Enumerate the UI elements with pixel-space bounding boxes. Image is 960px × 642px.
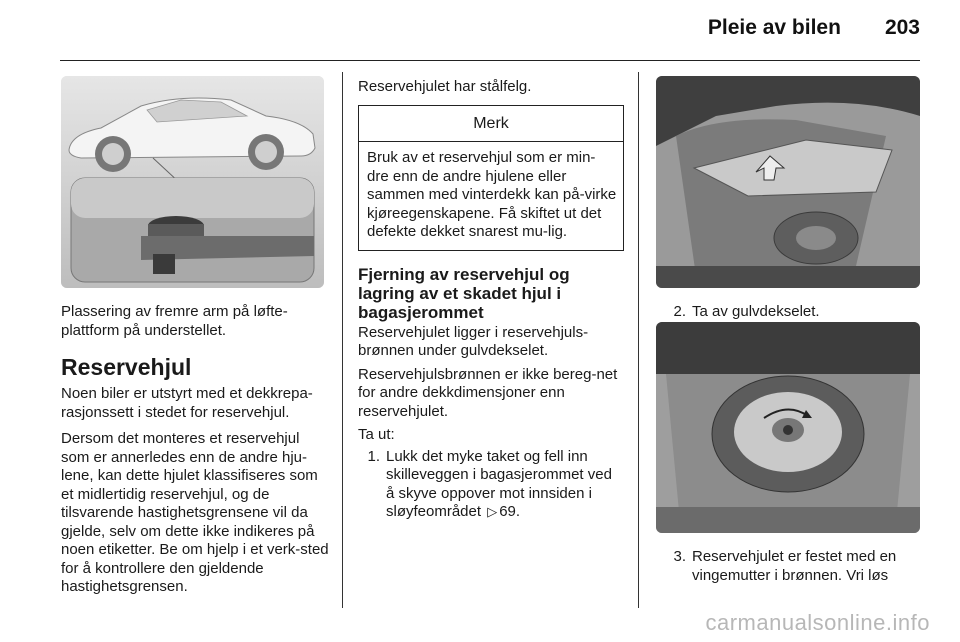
paragraph: Ta ut: xyxy=(358,426,395,443)
step-text: Ta av gulvdekselet. xyxy=(692,303,820,320)
column-2 xyxy=(358,78,624,522)
step-number: 1. xyxy=(367,447,380,465)
note-text: Bruk av et reservehjul som er min-dre enn de andre hjulene eller sammen med vinterdekk kan på-virke kjøreegenskapene. Få skiftet ut det defekte dekket snarest mu-lig. xyxy=(367,149,617,240)
trunk-floor-image xyxy=(656,76,920,288)
header-rule xyxy=(60,60,920,61)
page-reference[interactable]: 69. xyxy=(499,503,521,520)
list-item-step-1 xyxy=(358,448,624,522)
list-item-step-2 xyxy=(664,303,924,322)
step-number: 2. xyxy=(673,303,686,320)
note-title: Merk xyxy=(359,106,623,143)
step-text-wrap xyxy=(386,448,624,522)
car-lift-point-image xyxy=(61,76,324,288)
page-header xyxy=(708,16,920,40)
column-divider-2 xyxy=(638,72,639,608)
step-text: Lukk det myke taket og fell inn skilleveggen i bagasjerommet ved å skyve oppover mot innsiden i sløyfeområdet xyxy=(386,447,612,520)
step-text: Reservehjulet er festet med en vingemutter i brønnen. Vri løs xyxy=(692,548,897,584)
note-box xyxy=(358,105,624,251)
page-reference-icon: ▷ xyxy=(487,504,498,519)
paragraph: Reservehjulet ligger i reservehjuls-brønnen under gulvdekselet. xyxy=(358,323,589,359)
section-title: Pleie av bilen xyxy=(707,16,841,39)
intro-text: Reservehjulet har stålfelg. xyxy=(358,78,532,95)
list-item-step-3 xyxy=(664,548,924,585)
image-caption: Plassering av fremre arm på løfte-plattform på understellet. xyxy=(61,303,288,339)
column-1 xyxy=(61,303,331,605)
paragraph: Noen biler er utstyrt med et dekkrepa-rasjonssett i stedet for reservehjul. xyxy=(61,385,313,421)
column-3-top xyxy=(664,303,924,322)
section-heading: Fjerning av reservehjul og lagring av et skadet hjul i bagasjerommet xyxy=(358,264,570,322)
heading-reservehjul: Reservehjul xyxy=(61,354,192,380)
watermark-text: carmanualsonline.info xyxy=(705,610,930,635)
page-number: 203 xyxy=(884,16,920,39)
paragraph: Dersom det monteres et reservehjul som er annerledes enn de andre hju-lene, kan dette hjulet klassifiseres som et midlertidig reservehjul, og de tilsvarende hastighetsgrensene vil da gjelde, selv om dette ikke indikeres på noen etiketter. Be om hjelp i et verk-sted for å kontrollere den gjeldende hastighetsgrensen. xyxy=(61,430,329,595)
step-number: 3. xyxy=(673,548,686,565)
paragraph: Reservehjulsbrønnen er ikke bereg-net for andre dekkdimensjoner enn reservehjulet. xyxy=(358,365,618,420)
spare-wheel-image xyxy=(656,322,920,533)
column-divider-1 xyxy=(342,72,343,608)
column-3-bottom xyxy=(664,548,924,585)
